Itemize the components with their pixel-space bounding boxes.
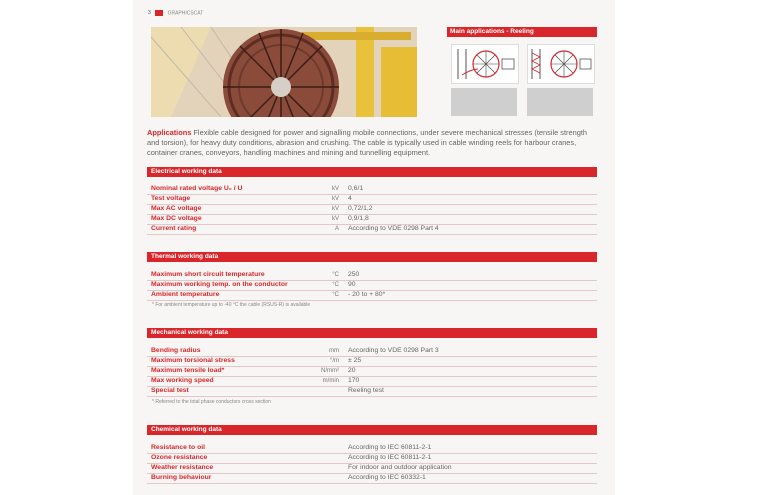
row-label: Burning behaviour <box>151 474 212 481</box>
row-value: Reeling test <box>348 387 384 394</box>
row-value: 90 <box>348 281 356 288</box>
applications-text: Flexible cable designed for power and signalling mobile connections, under severe mechanical stresses (tensile strength and torsion), for heavy duty conditions, abrasion and crushing. The cable is typically used in cable winding reels for harbour cranes, container cranes, conveyors, handling machines and mining and tunnelling equipment. <box>147 128 587 157</box>
row-label: Maximum torsional stress <box>151 357 235 364</box>
row-label: Maximum tensile load* <box>151 367 225 374</box>
table-row <box>147 290 597 301</box>
row-label: Max working speed <box>151 377 214 384</box>
brand-logo-icon <box>155 10 163 16</box>
row-value: 0,6/1 <box>348 185 364 192</box>
row-value: ± 25 <box>348 357 362 364</box>
section-title-chemical: Chemical working data <box>147 425 597 435</box>
reeling-diagram-left <box>451 44 519 84</box>
row-value: 0,9/1,8 <box>348 215 369 222</box>
row-unit: °/m <box>329 358 339 364</box>
row-value: According to IEC 60332-1 <box>348 474 426 481</box>
row-value: According to VDE 0298 Part 4 <box>348 225 439 232</box>
section-title-electrical: Electrical working data <box>147 167 597 177</box>
row-value: 4 <box>348 195 352 202</box>
brand-name: GRAPHICSCAT <box>167 10 204 17</box>
row-label: Maximum working temp. on the conductor <box>151 281 288 288</box>
row-label: Resistance to oil <box>151 444 206 451</box>
main-applications-title: Main applications - Reeling <box>447 27 597 37</box>
row-value: 250 <box>348 271 360 278</box>
row-label: Current rating <box>151 225 197 232</box>
row-value: According to IEC 60811-2-1 <box>348 454 432 461</box>
row-unit: °C <box>332 282 339 288</box>
table-row <box>147 473 597 484</box>
row-unit: A <box>334 226 339 232</box>
section-title-thermal: Thermal working data <box>147 252 597 262</box>
cable-image-placeholder-left <box>451 88 517 116</box>
row-label: Maximum short circuit temperature <box>151 271 265 278</box>
row-unit: kV <box>331 186 339 192</box>
reeling-diagram-right <box>527 44 595 84</box>
page-number: 3 <box>148 10 151 17</box>
row-unit: °C <box>332 272 339 278</box>
row-label: Weather resistance <box>151 464 214 471</box>
row-value: 170 <box>348 377 360 384</box>
row-value: For indoor and outdoor application <box>348 464 452 471</box>
row-unit: °C <box>332 292 339 298</box>
row-unit: kV <box>331 216 339 222</box>
row-unit: kV <box>331 206 339 212</box>
cable-image-placeholder-right <box>527 88 593 116</box>
row-label: Ambient temperature <box>151 291 220 298</box>
table-row <box>147 386 597 397</box>
row-label: Max AC voltage <box>151 205 202 212</box>
row-value: 0,72/1,2 <box>348 205 373 212</box>
row-unit: N/mm² <box>321 368 339 374</box>
section-title-mechanical: Mechanical working data <box>147 328 597 338</box>
applications-paragraph <box>147 128 599 158</box>
row-value: 20 <box>348 367 356 374</box>
row-value: - 20 to + 80* <box>348 291 386 298</box>
row-value: According to VDE 0298 Part 3 <box>348 347 439 354</box>
cable-reel-photo <box>151 27 417 117</box>
mechanical-footnote: * Referred to the total phase conductors cross section <box>152 399 271 405</box>
row-label: Max DC voltage <box>151 215 202 222</box>
row-label: Bending radius <box>151 347 201 354</box>
row-unit: kV <box>331 196 339 202</box>
row-label: Nominal rated voltage U₀ / U <box>151 185 243 192</box>
thermal-footnote: * For ambient temperature up to -40 °C the cable (RSUS-R) is available <box>152 302 311 308</box>
page-header <box>148 10 203 16</box>
row-value: According to IEC 60811-2-1 <box>348 444 432 451</box>
applications-label: Applications <box>147 128 192 137</box>
row-label: Test voltage <box>151 195 191 202</box>
row-label: Special test <box>151 387 189 394</box>
row-unit: mm <box>329 348 339 354</box>
row-unit: m/min <box>322 378 339 384</box>
row-label: Ozone resistance <box>151 454 208 461</box>
table-row <box>147 224 597 235</box>
